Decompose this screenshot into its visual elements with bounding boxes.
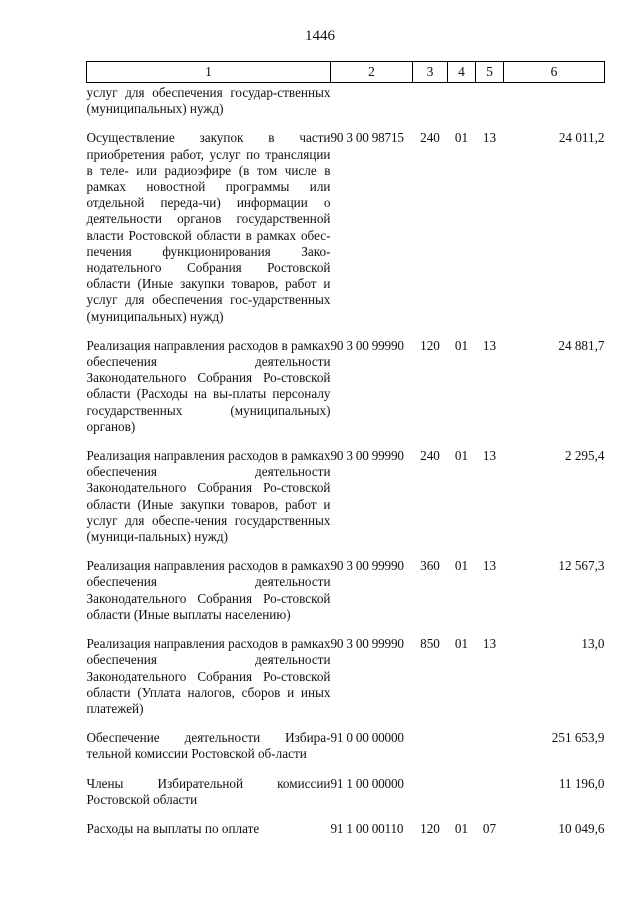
row-description: Члены Избирательной комиссии Ростовской области — [86, 775, 331, 807]
row-code: 90 3 00 99990 — [330, 337, 404, 353]
row-vr — [413, 83, 448, 118]
row-amount: 2 295,4 — [564, 448, 605, 464]
row-rz: 01 — [454, 448, 469, 464]
column-header: 6 — [504, 62, 605, 83]
budget-table — [86, 61, 605, 837]
row-description: Осуществление закупок в части приобретения работ, услуг по трансляции в теле- или радиоэфире (в том числе в рамках новостной программы или отдельной переда-чи) информации о деятельности органов государственной власти Ростовской области в рамках обес-печения функционирования Зако-нодательного Собрания Ростовской области (Иные закупки товаров, работ и услуг для обеспечения гос-ударственных (муниципальных) нужд) — [86, 130, 331, 324]
table-row — [87, 117, 605, 324]
row-code: 90 3 00 98715 — [330, 130, 404, 146]
row-pr: 13 — [482, 558, 497, 574]
row-code: 90 3 00 99990 — [330, 448, 404, 464]
row-description: Реализация направления расходов в рамках обеспечения деятельности Законодательного Собрания Ро-стовской области (Иные закупки товаров, работ и услуг для обеспе-чения государственных (муници-пальных) нужд) — [86, 448, 331, 545]
row-rz: 01 — [454, 636, 469, 652]
column-header: 1 — [87, 62, 331, 83]
column-header: 2 — [331, 62, 413, 83]
row-description: Реализация направления расходов в рамках обеспечения деятельности Законодательного Собрания Ро-стовской области (Иные выплаты населению) — [86, 558, 331, 622]
table-header-row — [87, 62, 605, 83]
row-vr: 120 — [420, 337, 440, 353]
table-row — [87, 623, 605, 717]
row-code: 91 1 00 00000 — [330, 775, 404, 791]
table-row — [87, 717, 605, 762]
row-description: Расходы на выплаты по оплате — [86, 820, 260, 836]
row-amount: 12 567,3 — [558, 558, 605, 574]
table-row — [87, 763, 605, 808]
row-amount: 24 011,2 — [558, 130, 605, 146]
row-vr — [413, 763, 448, 808]
row-pr — [476, 763, 504, 808]
row-amount: 10 049,6 — [558, 820, 605, 836]
row-vr: 240 — [420, 130, 440, 146]
row-pr: 07 — [482, 820, 497, 836]
row-description: Реализация направления расходов в рамках обеспечения деятельности Законодательного Собрания Ро-стовской области (Уплата налогов, сборов и иных платежей) — [86, 636, 331, 716]
table-row — [87, 808, 605, 837]
column-header: 4 — [448, 62, 476, 83]
row-description: Обеспечение деятельности Избира-тельной комиссии Ростовской об-ласти — [86, 730, 331, 762]
row-amount: 251 653,9 — [551, 730, 605, 746]
row-code: 90 3 00 99990 — [330, 636, 404, 652]
column-header: 3 — [413, 62, 448, 83]
row-vr — [413, 717, 448, 762]
row-rz — [448, 763, 476, 808]
row-vr: 240 — [420, 448, 440, 464]
row-rz — [448, 717, 476, 762]
row-rz: 01 — [454, 820, 469, 836]
row-code — [331, 83, 413, 118]
row-code: 91 0 00 00000 — [330, 730, 404, 746]
row-rz — [448, 83, 476, 118]
row-rz: 01 — [454, 337, 469, 353]
row-pr: 13 — [482, 337, 497, 353]
row-amount: 24 881,7 — [558, 337, 605, 353]
row-description: Реализация направления расходов в рамках обеспечения деятельности Законодательного Собрания Ро-стовской области (Расходы на вы-платы персоналу государственных (муниципальных) органов) — [86, 337, 331, 434]
row-vr: 850 — [420, 636, 440, 652]
row-amount: 11 196,0 — [558, 775, 605, 791]
row-amount — [504, 83, 605, 118]
table-row — [87, 83, 605, 118]
table-row — [87, 545, 605, 623]
row-rz: 01 — [454, 130, 469, 146]
page-number: 1446 — [305, 28, 335, 44]
row-amount: 13,0 — [581, 636, 605, 652]
column-header: 5 — [476, 62, 504, 83]
row-code: 90 3 00 99990 — [330, 558, 404, 574]
table-row — [87, 435, 605, 545]
row-code: 91 1 00 00110 — [330, 820, 404, 836]
row-vr: 120 — [420, 820, 440, 836]
row-pr: 13 — [482, 130, 497, 146]
row-pr — [476, 717, 504, 762]
row-pr — [476, 83, 504, 118]
row-vr: 360 — [420, 558, 440, 574]
row-pr: 13 — [482, 448, 497, 464]
row-rz: 01 — [454, 558, 469, 574]
row-description: услуг для обеспечения государ-ственных (муниципальных) нужд) — [86, 85, 331, 117]
table-row — [87, 325, 605, 435]
row-pr: 13 — [482, 636, 497, 652]
